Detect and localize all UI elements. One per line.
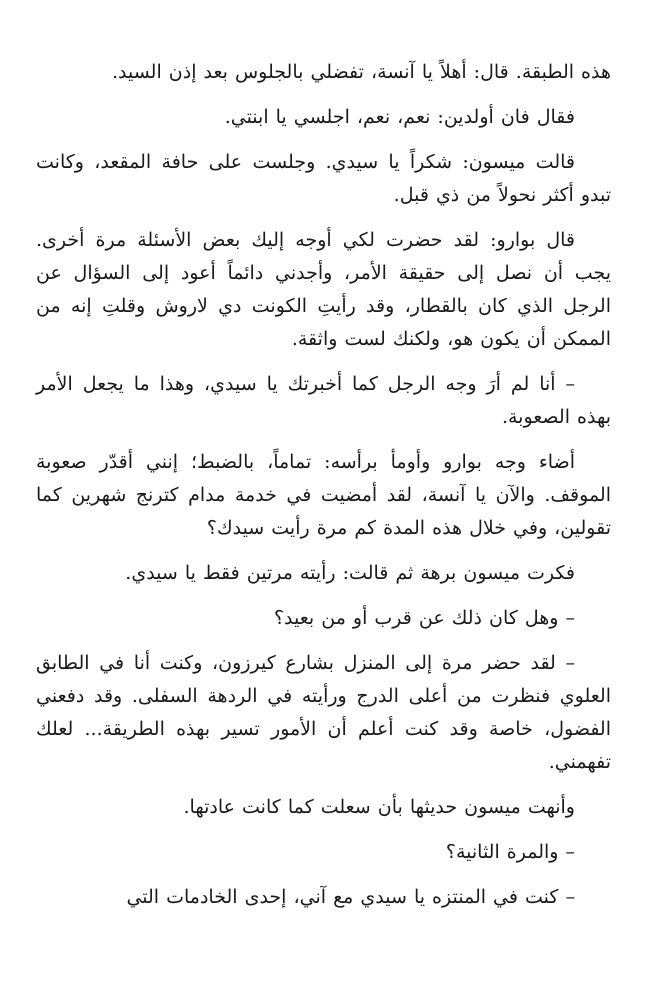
paragraph-9: – لقد حضر مرة إلى المنزل بشارع كيرزون، وكنت أنا في الطابق العلوي فنظرت من أعلى الدرج ورأيته في الردهة السفلى. وقد دفعني الفضول، خاصة وقد كنت أعلم أن الأمور تسير بهذه الطريقة... لعلك تفهمني. <box>36 652 611 773</box>
paragraph-4: قال بوارو: لقد حضرت لكي أوجه إليك بعض الأسئلة مرة أخرى. يجب أن نصل إلى حقيقة الأمر، وأجدني دائماً أعود إلى السؤال عن الرجل الذي كان بالقطار، وقد رأيتِ الكونت دي لاروش وقلتِ إنه من الممكن أن يكون هو، ولكنك لست واثقة. <box>36 229 611 350</box>
paragraph-2: فقال فان أولدين: نعم، نعم، اجلسي يا ابنتي. <box>224 106 575 128</box>
paragraph-8: – وهل كان ذلك عن قرب أو من بعيد؟ <box>273 607 575 629</box>
paragraph-11: – والمرة الثانية؟ <box>445 841 575 863</box>
paragraph-10: وأنهت ميسون حديثها بأن سعلت كما كانت عادتها. <box>183 796 575 818</box>
paragraph-5: – أنا لم أرَ وجه الرجل كما أخبرتك يا سيدي، وهذا ما يجعل الأمر بهذه الصعوبة. <box>36 373 611 428</box>
paragraph-7: فكرت ميسون برهة ثم قالت: رأيته مرتين فقط يا سيدي. <box>125 562 575 584</box>
paragraph-12: – كنت في المنتزه يا سيدي مع آني، إحدى الخادمات التي <box>126 886 575 908</box>
paragraph-1: هذه الطبقة. قال: أهلاً يا آنسة، تفضلي بالجلوس بعد إذن السيد. <box>111 61 611 83</box>
paragraph-6: أضاء وجه بوارو وأومأ برأسه: تماماً، بالضبط؛ إنني أقدّر صعوبة الموقف. والآن يا آنسة، لقد أمضيت في خدمة مدام كترنج شهرين كما تقولين، وفي خلال هذه المدة كم مرة رأيت سيدك؟ <box>36 451 611 539</box>
paragraph-3: قالت ميسون: شكراً يا سيدي. وجلست على حافة المقعد، وكانت تبدو أكثر نحولاً من ذي قبل. <box>36 151 611 206</box>
